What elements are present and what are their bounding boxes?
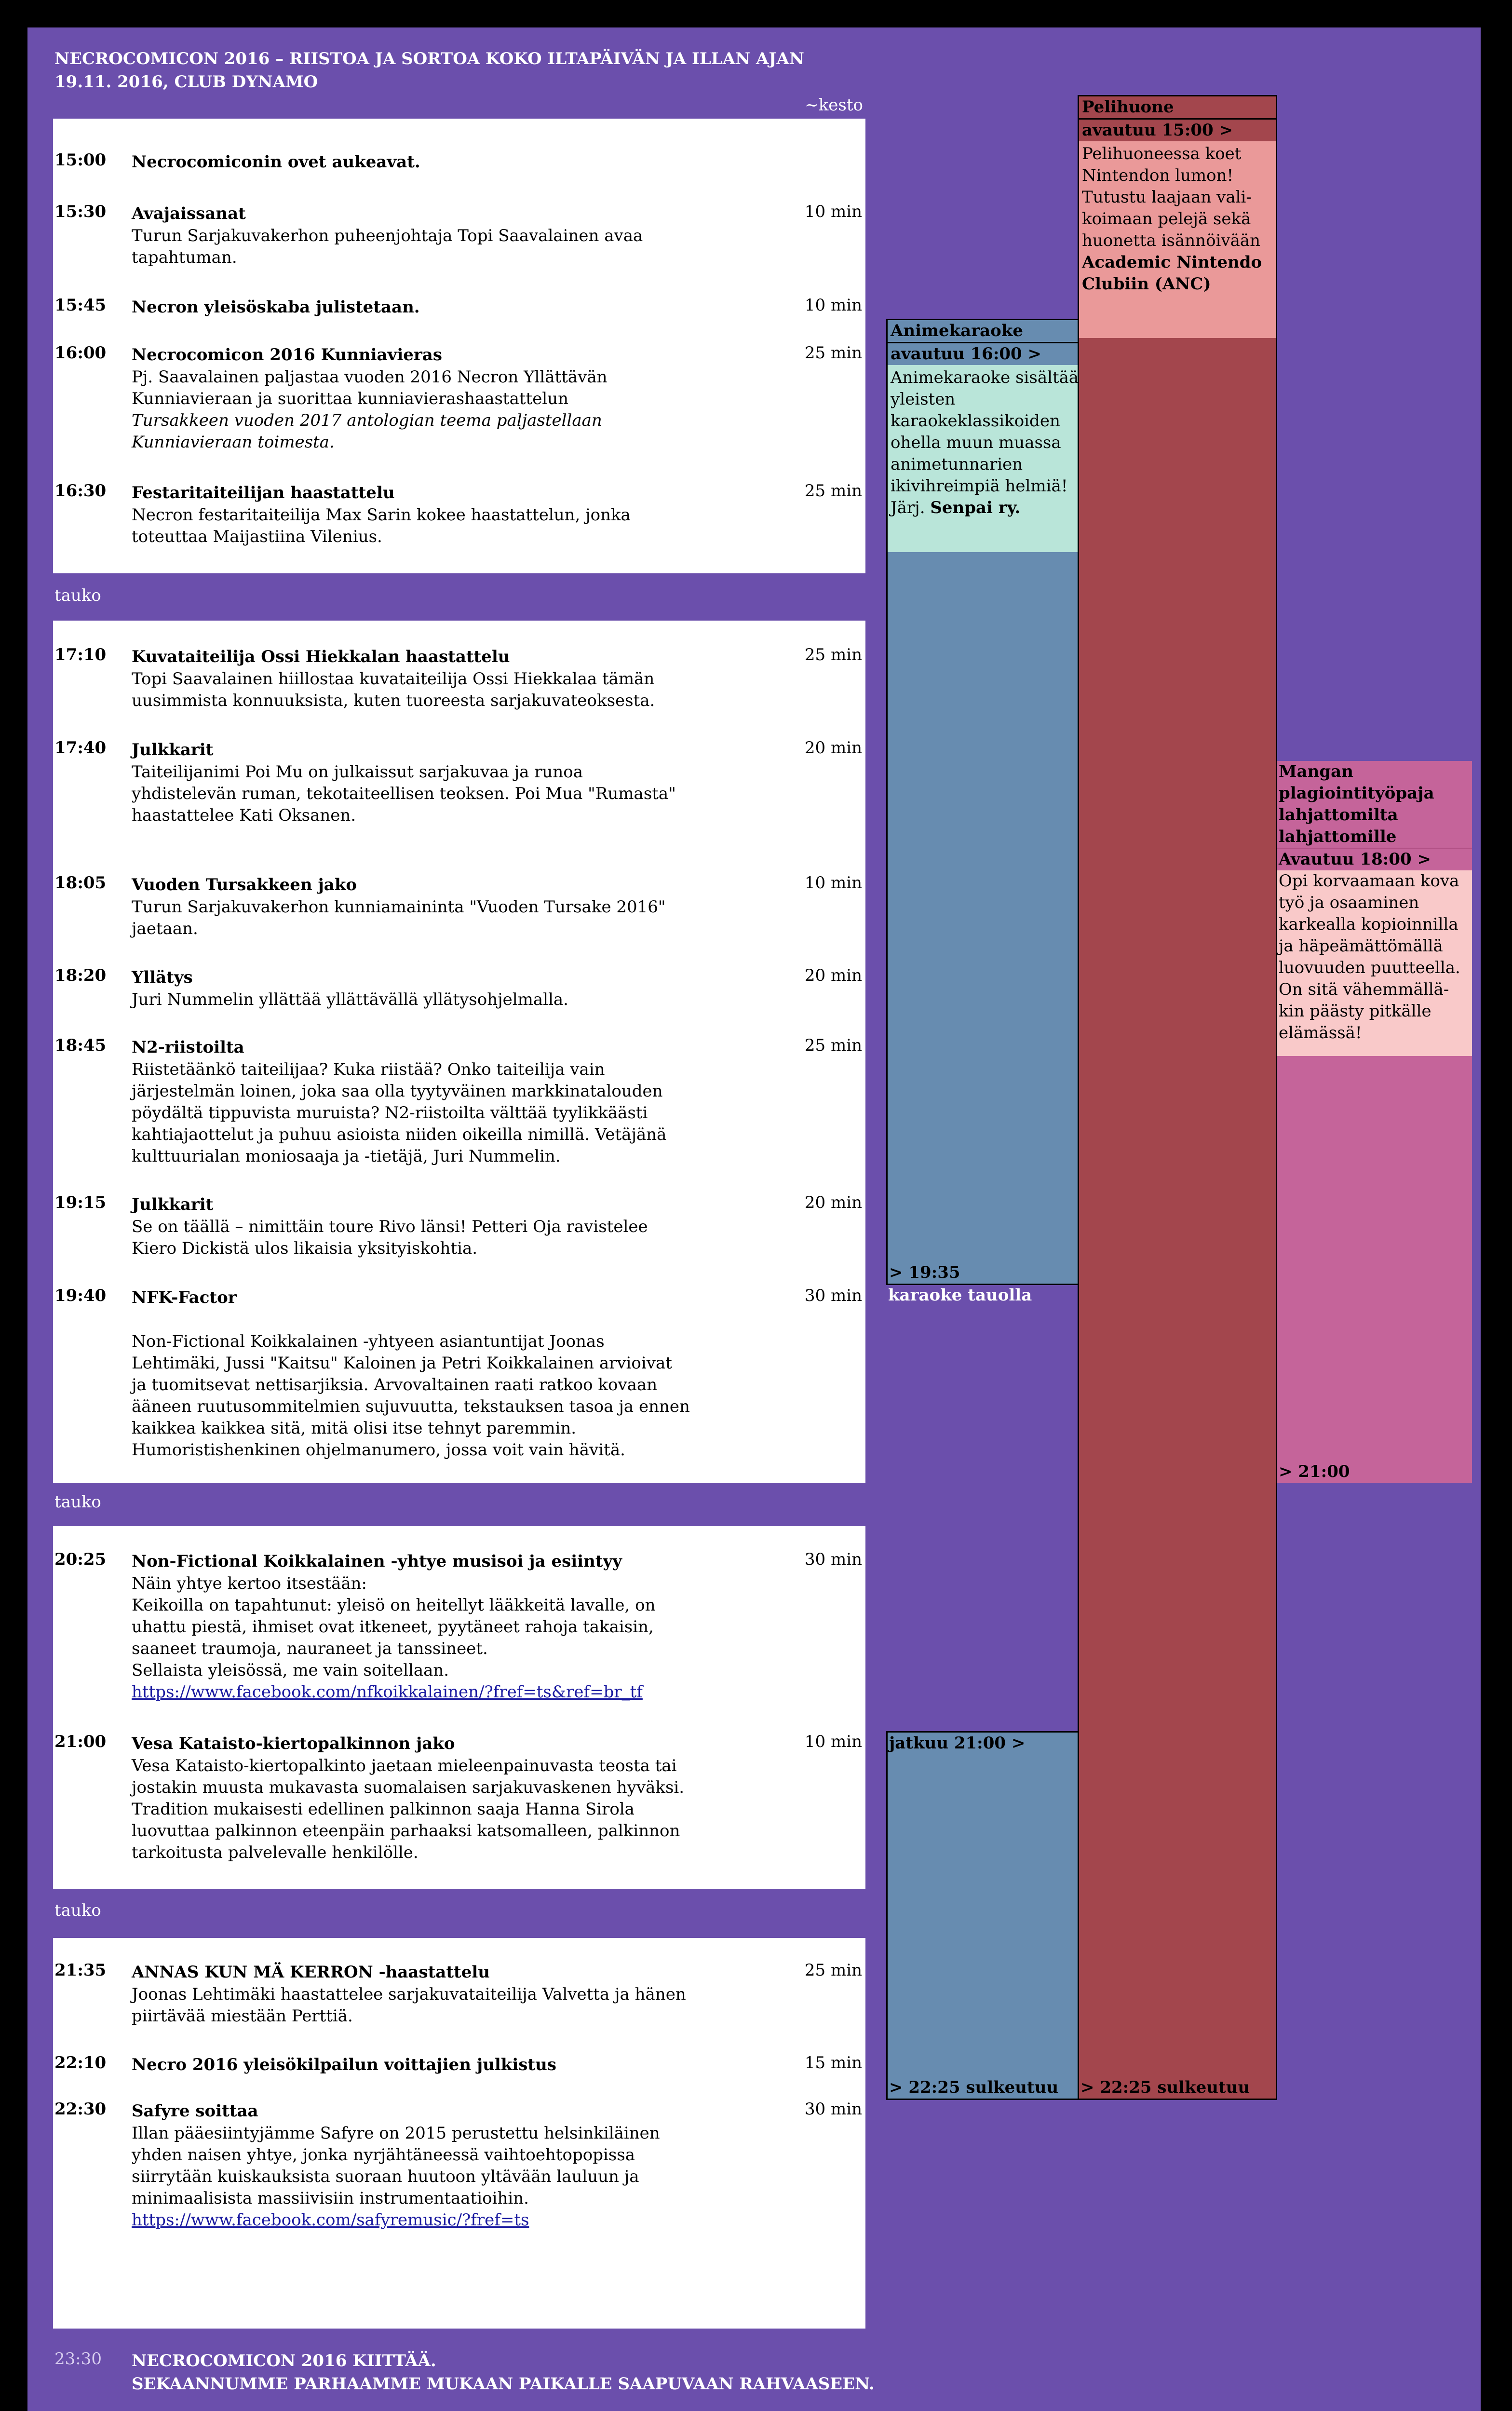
pelihuone-title: Pelihuone (1079, 96, 1276, 120)
event-time: 15:30 (54, 202, 107, 221)
event-time: 17:10 (54, 645, 107, 664)
event-time: 16:30 (54, 481, 107, 501)
event-time: 21:00 (54, 1732, 107, 1751)
event-time: 18:05 (54, 873, 107, 893)
pelihuone-column (1078, 95, 1277, 2100)
schedule-event (54, 2099, 862, 2239)
event-title: ANNAS KUN MÄ KERRON -haastattelu (132, 1963, 490, 1982)
event-description: Juri Nummelin yllättää yllättävällä yllätysohjelmalla. (132, 990, 568, 1009)
event-title: Vuoden Tursakkeen jako (132, 875, 357, 894)
event-time: 15:45 (54, 296, 107, 315)
event-time: 20:25 (54, 1550, 107, 1569)
event-title: N2-riistoilta (132, 1038, 244, 1057)
event-duration: 25 min (804, 343, 862, 363)
event-title: NFK-Factor (132, 1288, 237, 1307)
event-time: 19:40 (54, 1286, 107, 1305)
event-duration: 30 min (804, 2099, 862, 2119)
event-description: Näin yhtye kertoo itsestään: Keikoilla on tapahtunut: yleisö on heitellyt lääkkeitä lavalle, on uhattu piestä, ihmiset ovat itkeneet, pyytäneet rahoja takaisin, saaneet traumoja, nauraneet ja tanssineet. Sellaista yleisössä, me vain soitellaan. https://www.facebook.com/nfkoikkalainen/?fref=ts&ref=br_tf (132, 1573, 725, 1703)
animekaraoke-resume-column (886, 1731, 1079, 2100)
pelihuone-opens: avautuu 15:00 > (1082, 121, 1233, 140)
event-description: Joonas Lehtimäki haastattelee sarjakuvataiteilija Valvetta ja hänen piirtävää miestään Perttiä. (132, 1985, 686, 2026)
event-description: Riistetäänkö taiteilijaa? Kuka riistää? Onko taiteilija vain järjestelmän loinen, joka saa olla tyytyväinen markkinatalouden pöydältä tippuvista muruista? N2-riistoilta välttää tyylikkäästi kahtiajaottelut ja puhuu asioista niiden oikeilla nimillä. Vetäjänä kulttuurialan moniosaaja ja -tietäjä, Juri Nummelin. (132, 1060, 667, 1166)
organizer-name: Senpai ry. (930, 498, 1021, 517)
schedule-event (54, 645, 862, 713)
animekaraoke-description: Animekaraoke sisältää yleisten karaokeklassikoiden ohella muun muassa animetunnarien ikivihreimpiä helmiä! Järj. Senpai ry. (888, 365, 1078, 552)
schedule-event (54, 343, 862, 459)
schedule-event (54, 1193, 862, 1260)
schedule-event (54, 1550, 862, 1709)
event-description: Turun Sarjakuvakerhon kunniamaininta "Vuoden Tursake 2016" jaetaan. (132, 897, 666, 938)
event-duration: 25 min (804, 645, 862, 664)
event-title: Necrocomiconin ovet aukeavat. (132, 152, 420, 172)
manga-workshop-column (1277, 761, 1472, 1483)
pause-label: tauko (54, 1492, 101, 1512)
event-time: 18:45 (54, 1036, 107, 1055)
animekaraoke-column (886, 319, 1079, 1285)
schedule-event (54, 873, 862, 941)
event-duration: 20 min (804, 1193, 862, 1212)
event-duration: 20 min (804, 738, 862, 758)
event-title: Avajaissanat (132, 204, 246, 223)
event-time: 19:15 (54, 1193, 107, 1212)
event-time: 15:00 (54, 150, 107, 170)
pause-label: tauko (54, 586, 101, 605)
event-duration: 30 min (804, 1286, 862, 1305)
pelihuone-description: Pelihuoneessa koet Nintendon lumon! Tutustu laajaan vali- koimaan pelejä sekä huonetta isännöivään Academic Nintendo Clubiin (ANC) (1079, 141, 1276, 338)
schedule-event (54, 2053, 862, 2076)
event-title: Necrocomicon 2016 Kunniavieras (132, 345, 442, 365)
manga-opens: Avautuu 18:00 > (1277, 848, 1472, 870)
event-title: Julkkarit (132, 740, 214, 759)
safyre-facebook-link[interactable]: https://www.facebook.com/safyremusic/?fref=ts (132, 2210, 529, 2230)
pelihuone-closes: > 22:25 sulkeutuu (1080, 2078, 1250, 2097)
footer-message: NECROCOMICON 2016 KIITTÄÄ. SEKAANNUMME PARHAAMME MUKAAN PAIKALLE SAAPUVAAN RAHVAASEEN. (132, 2351, 875, 2394)
schedule-event (54, 1036, 862, 1171)
schedule-event (54, 296, 862, 319)
event-description: Pj. Saavalainen paljastaa vuoden 2016 Necron Yllättävän Kunniavieraan ja suorittaa kunniavierashaastattelun Tursakkeen vuoden 2017 antologian teema paljastellaan Kunniavieraan toimesta. (132, 367, 608, 452)
event-time: 21:35 (54, 1961, 107, 1980)
event-duration: 20 min (804, 966, 862, 985)
event-description: Turun Sarjakuvakerhon puheenjohtaja Topi Saavalainen avaa tapahtuman. (132, 226, 643, 267)
event-description: Se on täällä – nimittäin toure Rivo länsi! Petteri Oja ravistelee Kiero Dickistä ulos likaisia yksityiskohtia. (132, 1217, 648, 1258)
karaoke-closes: > 22:25 sulkeutuu (889, 2078, 1059, 2097)
manga-closes: > 21:00 (1279, 1462, 1350, 1481)
manga-description: Opi korvaamaan kova työ ja osaaminen karkealla kopioinnilla ja häpeämättömällä luovuuden puutteella. On sitä vähemmällä- kin päästy pitkälle elämässä! (1277, 870, 1472, 1056)
event-title: Necron yleisöskaba julistetaan. (132, 298, 420, 317)
page-title (54, 47, 874, 94)
event-time: 16:00 (54, 343, 107, 363)
animekaraoke-title: Animekaraoke (888, 320, 1078, 343)
event-description: Vesa Kataisto-kiertopalkinto jaetaan mieleenpainuvasta teosta tai jostakin muusta mukavasta suomalaisen sarjakuvaskenen hyväksi. Tradition mukaisesti edellinen palkinnon saaja Hanna Sirola luovuttaa palkinnon eteenpäin parhaaksi katsomalleen, palkinnon tarkoitusta palvelevalle henkilölle. (132, 1756, 685, 1862)
footer-time: 23:30 (54, 2349, 102, 2369)
event-title: Festaritaiteilijan haastattelu (132, 483, 395, 502)
event-title: Safyre soittaa (132, 2101, 258, 2121)
event-duration: 15 min (804, 2053, 862, 2072)
title-line-2: 19.11. 2016, CLUB DYNAMO (54, 72, 318, 92)
event-description: Non-Fictional Koikkalainen -yhtyeen asiantuntijat Joonas Lehtimäki, Jussi "Kaitsu" Kaloinen ja Petri Koikkalainen arvioivat ja tuomitsevat nettisarjiksia. Arvovaltainen raati ratkoo kovaan ääneen ruutusommitelmien sujuvuutta, tekstauksen tasoa ja ennen kaikkea kaikkea sitä, mitä olisi itse tehnyt paremmin. Humoristishenkinen ohjelmanumero, jossa voit vain hävitä. (132, 1332, 690, 1460)
event-title: Kuvataiteilija Ossi Hiekkalan haastattelu (132, 647, 510, 666)
pause-label: tauko (54, 1901, 101, 1920)
event-duration: 25 min (804, 1036, 862, 1055)
event-time: 22:30 (54, 2099, 107, 2119)
duration-heading: ~kesto (805, 95, 863, 115)
karaoke-pause-label: karaoke tauolla (888, 1286, 1032, 1305)
event-duration: 10 min (804, 296, 862, 315)
event-title: Vesa Kataisto-kiertopalkinnon jako (132, 1734, 455, 1753)
event-duration: 10 min (804, 202, 862, 221)
title-line-1: NECROCOMICON 2016 – RIISTOA JA SORTOA KOKO ILTAPÄIVÄN JA ILLAN AJAN (54, 49, 804, 68)
event-time: 22:10 (54, 2053, 107, 2072)
karaoke-pause-mark: > 19:35 (889, 1263, 960, 1282)
event-title: Necro 2016 yleisökilpailun voittajien julkistus (132, 2055, 556, 2074)
event-description: Topi Saavalainen hiillostaa kuvataiteilija Ossi Hiekkalaa tämän uusimmista konnuuksista, kuten tuoreesta sarjakuvateoksesta. (132, 669, 655, 710)
event-title: Julkkarit (132, 1195, 214, 1214)
schedule-event (54, 738, 862, 830)
event-duration: 25 min (804, 1961, 862, 1980)
karaoke-resumes: jatkuu 21:00 > (889, 1734, 1026, 1753)
event-duration: 10 min (804, 873, 862, 893)
event-title: Non-Fictional Koikkalainen -yhtye musisoi ja esiintyy (132, 1552, 622, 1571)
event-duration: 25 min (804, 481, 862, 501)
event-description: Necron festaritaiteilija Max Sarin kokee haastattelun, jonka toteuttaa Maijastiina Vilenius. (132, 505, 631, 546)
schedule-event (54, 1961, 862, 2028)
event-duration: 10 min (804, 1732, 862, 1751)
event-time: 17:40 (54, 738, 107, 758)
schedule-event (54, 966, 862, 1012)
event-description: Illan pääesiintyjämme Safyre on 2015 perustettu helsinkiläinen yhden naisen yhtye, jonka nyrjähtäneessä vaihtoehtopopissa siirrytään kuiskauksista suoraan huutoon yltävään lauluun ja minimaalisista massiivisiin instrumentaatioihin. https://www.facebook.com/safyremusic/?fref=ts (132, 2123, 725, 2231)
animekaraoke-opens: avautuu 16:00 > (891, 344, 1042, 364)
event-time: 18:20 (54, 966, 107, 985)
manga-title: Mangan plagiointityöpaja lahjattomilta lahjattomille (1279, 762, 1434, 846)
schedule-event (54, 150, 862, 174)
schedule-event (54, 1286, 862, 1467)
band-facebook-link[interactable]: https://www.facebook.com/nfkoikkalainen/?fref=ts&ref=br_tf (132, 1682, 643, 1702)
event-duration: 30 min (804, 1550, 862, 1569)
schedule-event (54, 1732, 862, 1872)
event-title: Yllätys (132, 968, 193, 987)
event-description: Taiteilijanimi Poi Mu on julkaissut sarjakuvaa ja runoa yhdistelevän ruman, tekotaiteellisen teoksen. Poi Mua "Rumasta" haastattelee Kati Oksanen. (132, 762, 676, 825)
schedule-event (54, 202, 862, 270)
schedule-event (54, 481, 862, 549)
